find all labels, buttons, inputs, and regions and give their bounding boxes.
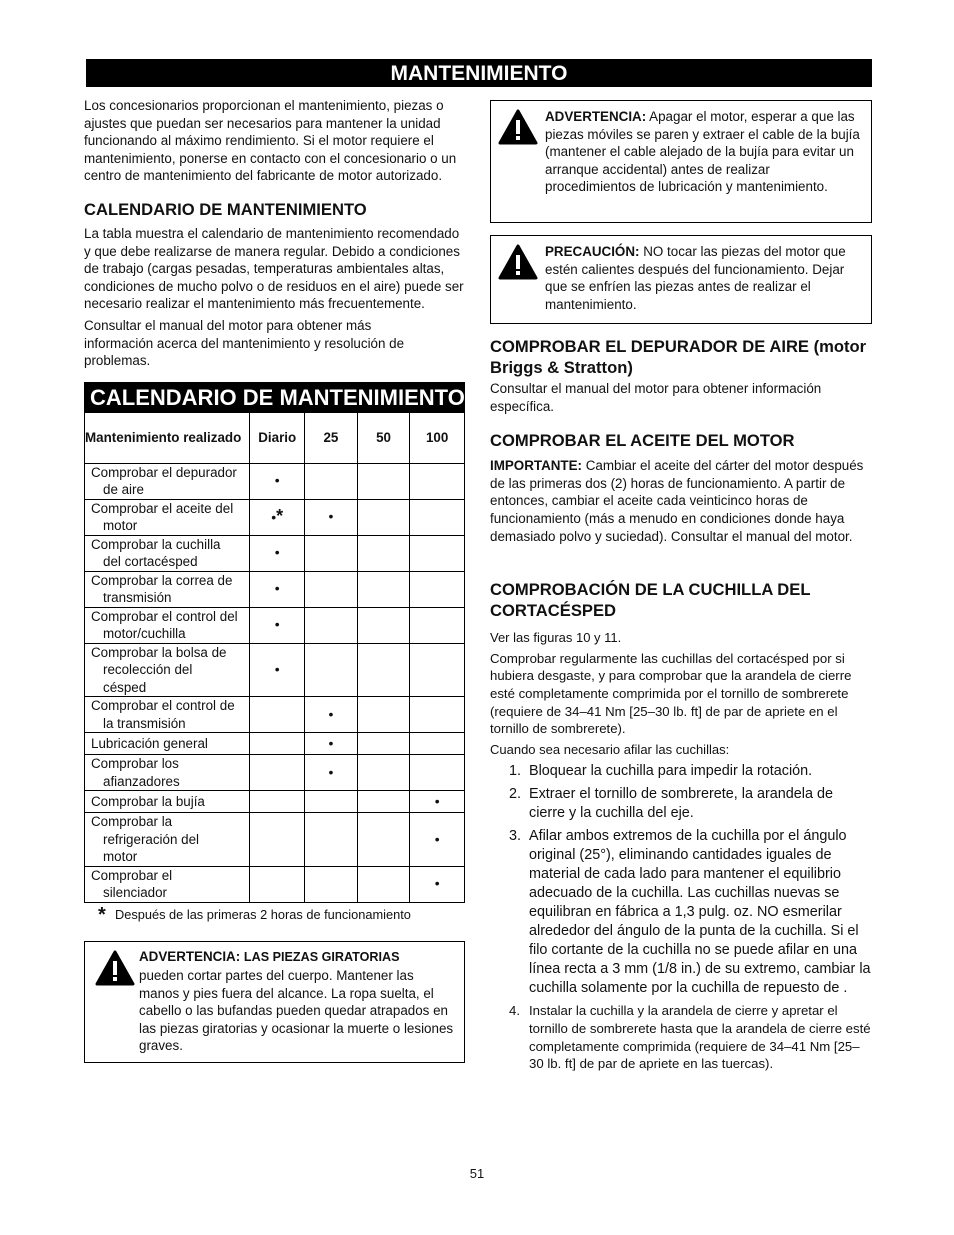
col-header-100: 100 [410,412,465,463]
col-header-50: 50 [357,412,410,463]
interval-mark-daily: • [250,607,305,643]
daily-dot: • [271,508,277,525]
interval-mark-h100 [410,697,465,733]
interval-mark-daily: • [250,643,305,697]
task-line: Comprobar la correa de [91,572,233,588]
table-row [85,866,465,902]
interval-mark-h50 [357,697,410,733]
step-item [490,785,872,823]
disconnect-warning [490,100,872,223]
warning-text: Apagar el motor, esperar a que las piezas móviles se paren y extraer el cable de la bujía (mantener el cable alejado de la bujía para evitar un arranque accidental) antes de realizar procedimientos de lubricación y mantenimiento. [545,109,860,195]
interval-mark-h100 [410,607,465,643]
interval-mark-h25: • [305,499,358,535]
oil-text: Cambiar el aceite del cárter del motor después de las primeras dos (2) horas de funcionamiento. A partir de entonces, cambiar el aceite cada veinticinco horas de funcionamiento (más a menudo en condiciones donde haya demasiado polvo y suciedad). Consultar el manual del motor. [490,458,864,544]
table-row [85,733,465,755]
interval-mark-h50 [357,607,410,643]
interval-mark-daily [250,697,305,733]
schedule-paragraph-2: Consultar el manual del motor para obtener más información acerca del mantenimiento y resolución de problemas. [84,317,405,369]
table-row [85,463,465,499]
interval-mark-h100 [410,535,465,571]
warning-triangle-icon [95,950,135,986]
interval-mark-daily: • [250,535,305,571]
task-cell [85,697,250,733]
interval-mark-h25 [305,643,358,697]
interval-mark-daily [250,499,305,535]
interval-mark-h100: • [410,866,465,902]
step-number: 2. [509,786,522,803]
task-line: Comprobar el control de [91,698,235,714]
col-header-25: 25 [305,412,358,463]
intro-paragraph: Los concesionarios proporcionan el mantenimiento, piezas o ajustes que puedan ser necesarios para mantener la unidad funcionando al máximo rendimiento. Si el motor requiere el mantenimiento, ponerse en contacto con el concesionario o un centro de mantenimiento del fabricante de motor autorizado. [84,98,457,184]
task-line: Comprobar la [91,814,173,830]
task-line: afianzadores [103,773,180,789]
first-use-asterisk: * [276,505,284,526]
task-line: Lubricación general [91,735,208,751]
caution-label: PRECAUCIÓN: [545,244,640,259]
step-number: 3. [509,828,522,845]
table-row [85,571,465,607]
interval-mark-daily [250,866,305,902]
col-header-task: Mantenimiento realizado [85,412,250,463]
interval-mark-h25 [305,813,358,867]
task-line: de aire [103,482,144,498]
table-row [85,607,465,643]
page-title: MANTENIMIENTO [86,59,872,87]
table-row [85,791,465,813]
interval-mark-daily [250,791,305,813]
task-cell [85,571,250,607]
interval-mark-h100 [410,643,465,697]
col-header-daily: Diario [250,412,305,463]
interval-mark-h50 [357,643,410,697]
interval-mark-h50 [357,535,410,571]
task-line: del cortacésped [103,554,198,570]
interval-mark-h100 [410,571,465,607]
interval-mark-h100: • [410,791,465,813]
oil-heading: COMPROBAR EL ACEITE DEL MOTOR [490,431,795,451]
table-footnote [84,903,464,926]
task-cell [85,866,250,902]
step-item [490,762,872,781]
step-text: Bloquear la cuchilla para impedir la rotación. [529,763,813,780]
table-row [85,813,465,867]
page-number: 51 [469,1166,485,1181]
task-line: Comprobar la bujía [91,793,205,809]
step-text: Instalar la cuchilla y la arandela de cierre y apretar el tornillo de sombrerete hasta que la arandela de cierre esté completamente comprimida (requiere de 34–41 Nm [25–30 lb. ft] de par de apriete en las tuercas). [529,1003,871,1072]
interval-mark-h25 [305,535,358,571]
task-cell [85,755,250,791]
table-row [85,499,465,535]
task-line: la transmisión [103,715,186,731]
interval-mark-daily [250,755,305,791]
task-line: Comprobar el depurador [91,464,237,480]
caution-text: NO tocar las piezas del motor que estén calientes después del funcionamiento. Dejar que se enfríen las piezas antes de realizar el mantenimiento. [545,244,846,312]
table-row [85,535,465,571]
warning-triangle-icon [498,109,538,145]
interval-mark-h25 [305,463,358,499]
task-line: Comprobar el control del [91,608,238,624]
air-cleaner-heading: COMPROBAR EL DEPURADOR DE AIRE (motor Briggs & Stratton) [490,337,867,377]
interval-mark-h25: • [305,697,358,733]
interval-mark-h50 [357,499,410,535]
warning-text: pueden cortar partes del cuerpo. Mantener las manos y pies fuera del alcance. La ropa suelta, el cabello o las bufandas pueden quedar atrapados en las piezas giratorias y ocasionar la muerte o lesiones graves. [139,967,454,1054]
schedule-paragraph-1: La tabla muestra el calendario de mantenimiento recomendado y que debe realizarse de manera regular. Debido a condiciones de trabajo (cargas pesadas, temperaturas ambientales altas, condiciones de mucho polvo o de residuos en el aire) puede ser necesario realizar el mantenimiento más frecuentemente. [84,225,464,312]
left-column [84,97,464,1063]
interval-mark-h25 [305,866,358,902]
task-cell [85,791,250,813]
step-item [490,827,872,998]
interval-mark-h25 [305,571,358,607]
interval-mark-h100 [410,755,465,791]
task-line: motor [103,518,138,534]
step-number: 4. [509,1003,520,1019]
interval-mark-h50 [357,791,410,813]
caution-triangle-icon [498,244,538,280]
interval-mark-h100 [410,499,465,535]
task-line: refrigeración del [103,831,200,847]
task-line: silenciador [103,885,168,901]
interval-mark-daily [250,813,305,867]
task-line: Comprobar la bolsa de [91,644,227,660]
warning-label: ADVERTENCIA: [139,949,241,965]
interval-mark-h25 [305,607,358,643]
interval-mark-h50 [357,571,410,607]
table-row [85,755,465,791]
step-number: 1. [509,763,522,780]
sharpening-steps [490,762,872,1072]
interval-mark-h50 [357,463,410,499]
interval-mark-h25: • [305,733,358,755]
task-cell [85,643,250,697]
table-row [85,697,465,733]
blade-paragraph: Comprobar regularmente las cuchillas del cortacésped por si hubiera desgaste, y para comprobar que la arandela de cierre esté completamente comprimida por el tornillo de sombrerete (requiere de 34–41 Nm [25–30 lb. ft] de par de apriete en el tornillo de sombrerete). [490,650,852,737]
interval-mark-h100 [410,463,465,499]
interval-mark-daily: • [250,571,305,607]
blade-when-text: Cuando sea necesario afilar las cuchillas: [490,741,730,757]
step-text: Extraer el tornillo de sombrerete, la arandela de cierre y la cuchilla del eje. [529,786,833,822]
maintenance-schedule-table [84,382,464,924]
hot-parts-caution [490,235,872,324]
task-line: motor/cuchilla [103,626,186,642]
warning-subject: LAS PIEZAS GIRATORIAS [243,950,400,965]
interval-mark-h25 [305,791,358,813]
step-text: Afilar ambos extremos de la cuchilla por el ángulo original (25°), eliminando cantidades iguales de material de cada lado para mantener el equilibrio adecuado de la cuchilla. Las cuchillas nuevas se equilibran en fábrica a 1,3 pulg. oz. NO esmerilar alrededor del ángulo de la punta de la cuchilla. Si el filo cortante de la cuchilla no se puede afilar en una línea recta a 3 mm (1/8 in.) de su extremo, cambiar la cuchilla solamente por la cuchilla de repuesto de . [529,828,871,997]
oil-paragraph [490,457,872,545]
task-line: Comprobar el [91,867,173,883]
task-cell [85,813,250,867]
task-cell [85,499,250,535]
interval-mark-h50 [357,866,410,902]
task-line: Comprobar los [91,756,179,772]
interval-mark-h25: • [305,755,358,791]
table-row [85,643,465,697]
oil-important-label: IMPORTANTE: [490,458,582,474]
interval-mark-h100 [410,733,465,755]
blade-figure-ref: Ver las figuras 10 y 11. [490,630,622,646]
blade-heading: COMPROBACIÓN DE LA CUCHILLA DEL CORTACÉSPED [490,580,811,621]
task-line: Comprobar la cuchilla [91,536,221,552]
warning-label: ADVERTENCIA: [545,109,647,124]
rotating-parts-warning [84,941,465,1063]
task-line: recolección del [103,662,193,678]
task-cell [85,535,250,571]
task-line: césped [103,679,147,695]
task-cell [85,463,250,499]
interval-mark-h50 [357,813,410,867]
schedule-heading: CALENDARIO DE MANTENIMIENTO [84,199,367,219]
step-item [490,1002,872,1072]
interval-mark-h50 [357,755,410,791]
schedule-table-title: CALENDARIO DE MANTENIMIENTO [84,382,465,412]
task-cell [85,733,250,755]
air-cleaner-text: Consultar el manual del motor para obtener información específica. [490,381,822,414]
footnote-asterisk: * [98,903,106,926]
interval-mark-h100: • [410,813,465,867]
task-cell [85,607,250,643]
interval-mark-h50 [357,733,410,755]
task-line: transmisión [103,590,172,606]
right-column [490,100,872,1073]
interval-mark-daily [250,733,305,755]
footnote-text: Después de las primeras 2 horas de funcionamiento [115,906,411,922]
interval-mark-daily: • [250,463,305,499]
task-line: motor [103,849,138,865]
task-line: Comprobar el aceite del [91,500,234,516]
